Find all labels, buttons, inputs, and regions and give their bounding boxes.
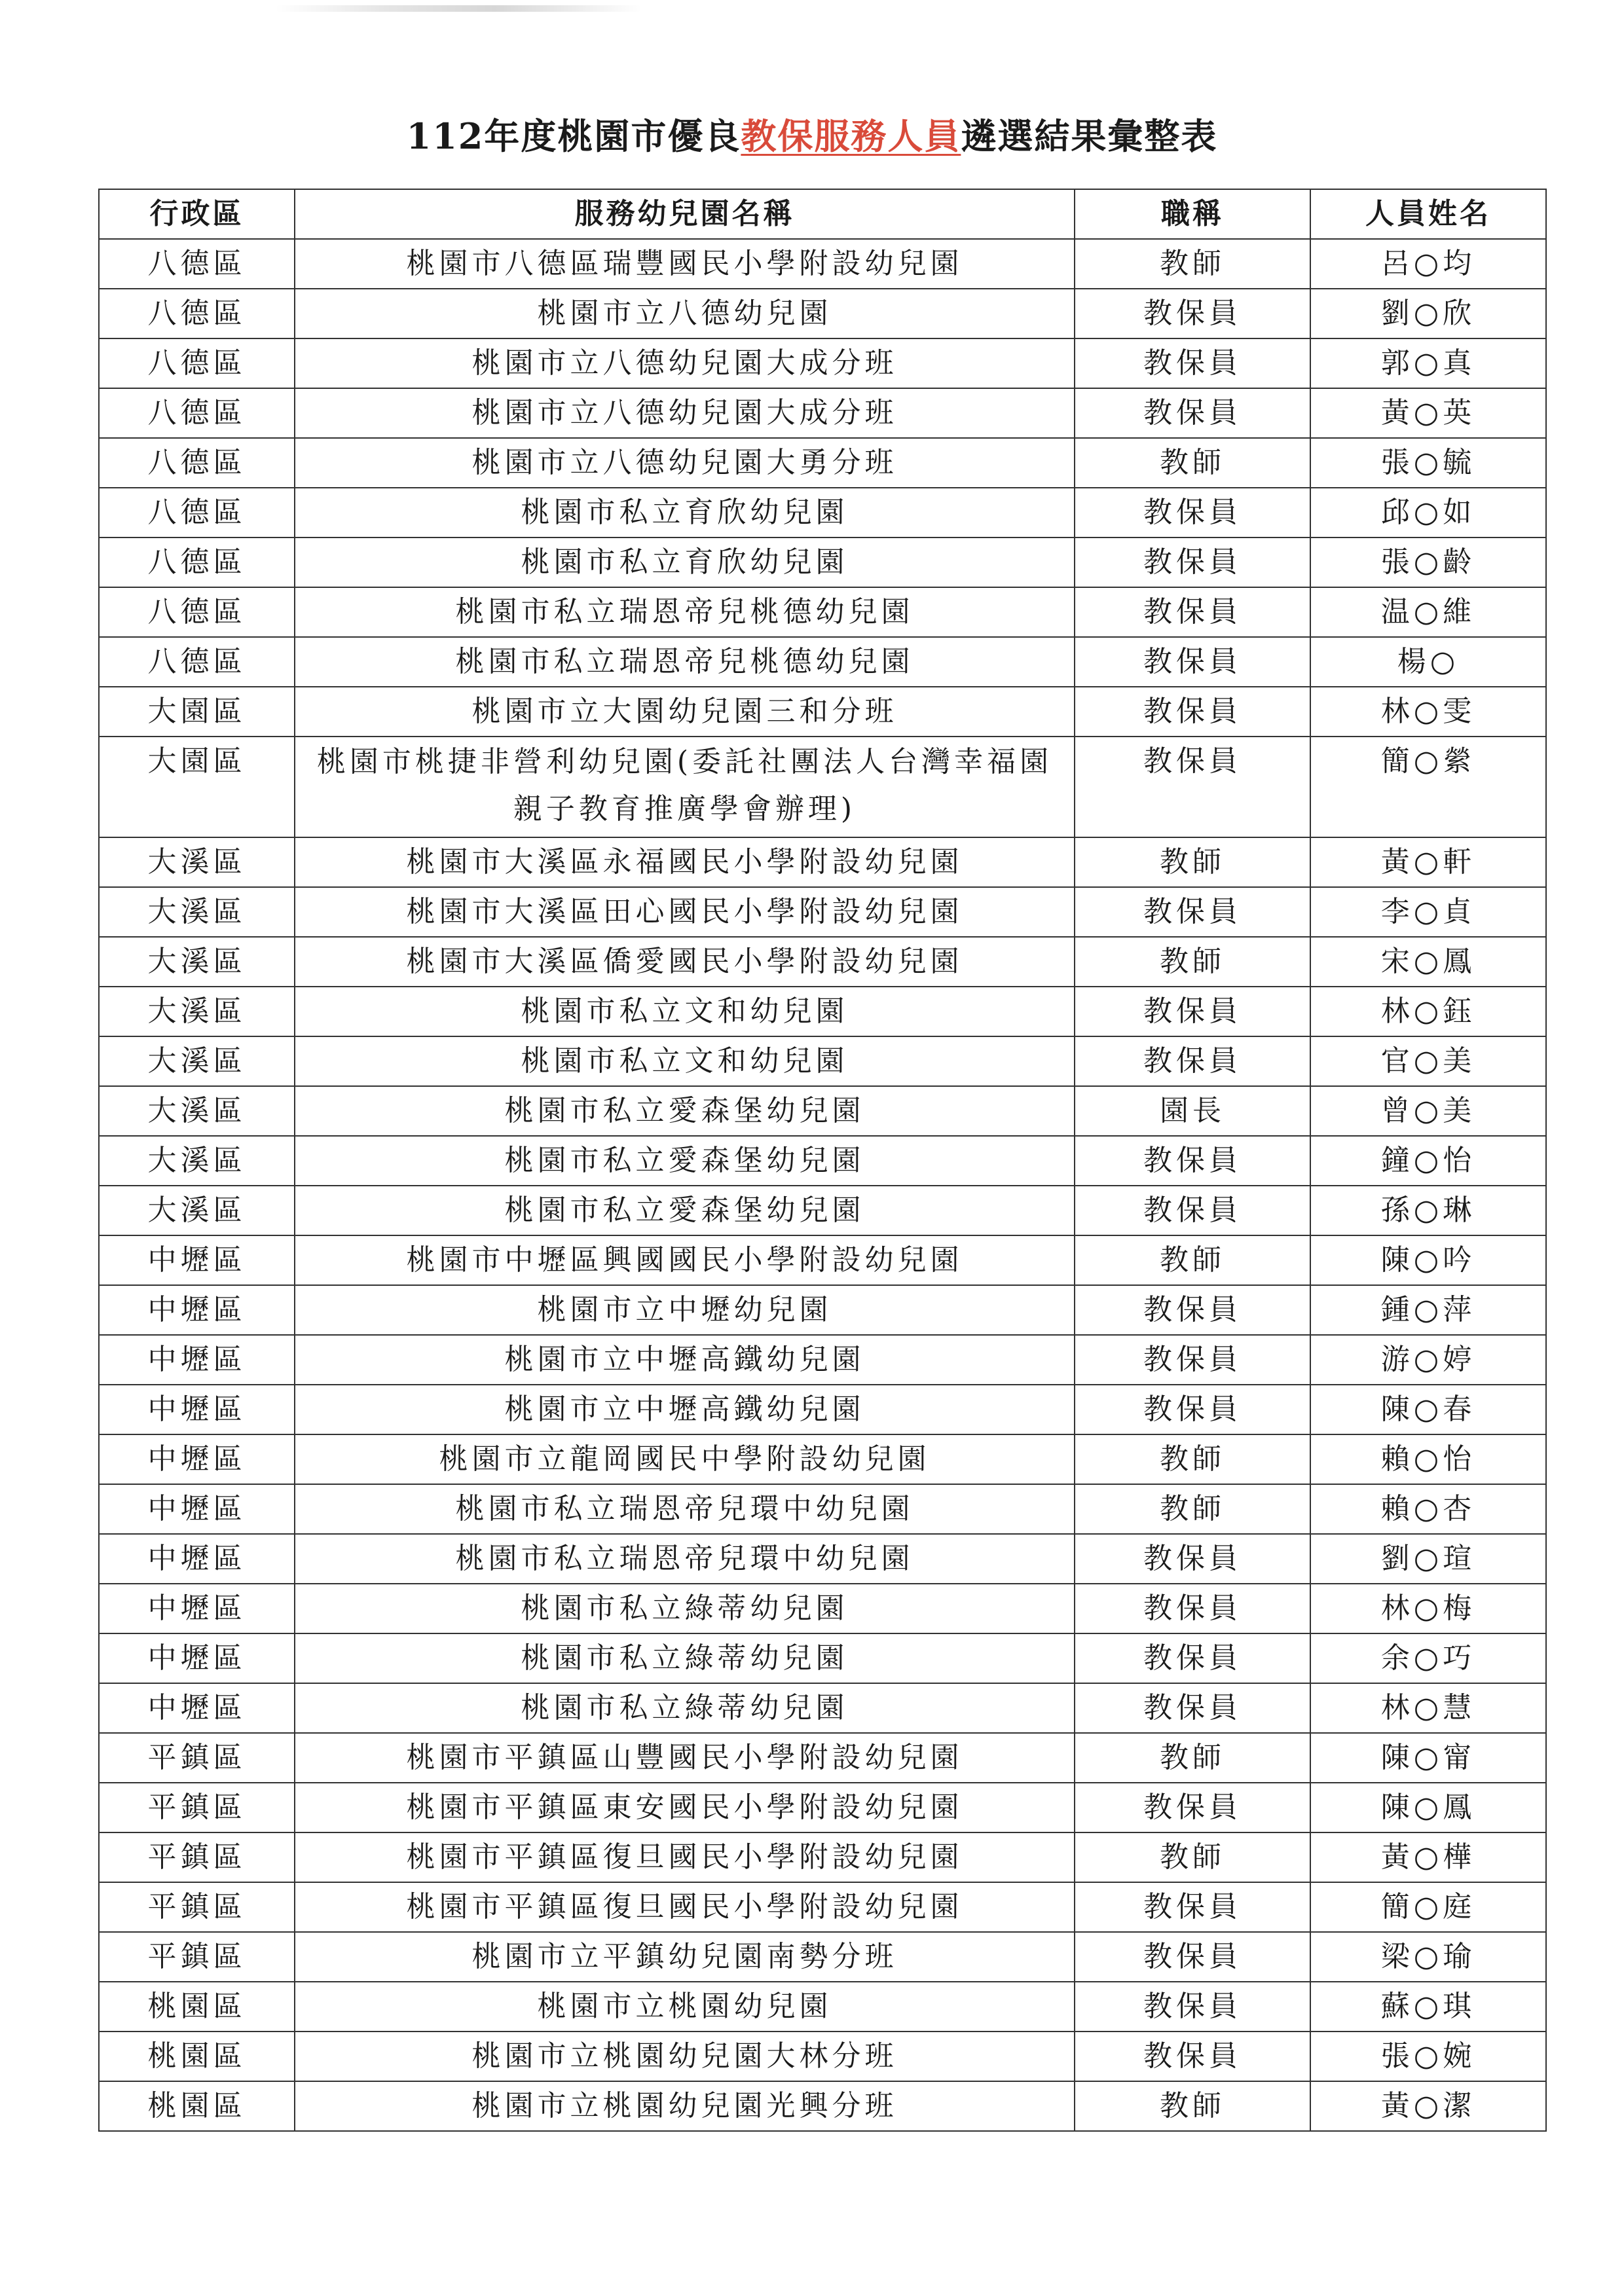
cell-district: 大溪區 (99, 1136, 295, 1186)
cell-job-title: 教保員 (1075, 1982, 1310, 2032)
cell-kindergarten: 桃園市立八德幼兒園 (295, 289, 1075, 338)
table-row (99, 1235, 1546, 1285)
cell-kindergarten: 桃園市私立綠蒂幼兒園 (295, 1683, 1075, 1733)
cell-district: 中壢區 (99, 1633, 295, 1683)
cell-kindergarten: 桃園市立中壢高鐵幼兒園 (295, 1335, 1075, 1385)
table-row (99, 289, 1546, 338)
cell-district: 桃園區 (99, 2081, 295, 2131)
title-prefix: 112年度桃園市優良 (406, 115, 741, 157)
cell-kindergarten: 桃園市大溪區僑愛國民小學附設幼兒園 (295, 937, 1075, 987)
cell-person-name: 劉○瑄 (1310, 1534, 1546, 1584)
cell-person-name: 鍾○萍 (1310, 1285, 1546, 1335)
table-row (99, 737, 1546, 837)
table-row (99, 1932, 1546, 1982)
cell-job-title: 教保員 (1075, 488, 1310, 538)
cell-job-title: 教師 (1075, 1235, 1310, 1285)
cell-district: 大園區 (99, 737, 295, 837)
cell-job-title: 教保員 (1075, 1335, 1310, 1385)
cell-kindergarten: 桃園市私立綠蒂幼兒園 (295, 1584, 1075, 1633)
cell-person-name: 曾○美 (1310, 1086, 1546, 1136)
cell-kindergarten: 桃園市私立瑞恩帝兒環中幼兒園 (295, 1534, 1075, 1584)
cell-district: 八德區 (99, 637, 295, 687)
cell-job-title: 教保員 (1075, 1633, 1310, 1683)
table-row (99, 1633, 1546, 1683)
table-row (99, 1683, 1546, 1733)
cell-person-name: 游○婷 (1310, 1335, 1546, 1385)
cell-person-name: 蘇○琪 (1310, 1982, 1546, 2032)
table-row (99, 2081, 1546, 2131)
cell-kindergarten: 桃園市立八德幼兒園大勇分班 (295, 438, 1075, 488)
cell-job-title: 教保員 (1075, 1783, 1310, 1832)
cell-person-name: 劉○欣 (1310, 289, 1546, 338)
cell-kindergarten: 桃園市中壢區興國國民小學附設幼兒園 (295, 1235, 1075, 1285)
cell-district: 大園區 (99, 687, 295, 737)
cell-kindergarten: 桃園市平鎮區復旦國民小學附設幼兒園 (295, 1832, 1075, 1882)
table-row (99, 987, 1546, 1036)
cell-job-title: 教保員 (1075, 587, 1310, 637)
cell-job-title: 教保員 (1075, 687, 1310, 737)
cell-person-name: 賴○杏 (1310, 1484, 1546, 1534)
cell-district: 中壢區 (99, 1385, 295, 1434)
table-row (99, 1385, 1546, 1434)
cell-kindergarten: 桃園市立桃園幼兒園 (295, 1982, 1075, 2032)
cell-district: 八德區 (99, 289, 295, 338)
cell-kindergarten: 桃園市平鎮區山豐國民小學附設幼兒園 (295, 1733, 1075, 1783)
cell-job-title: 教師 (1075, 438, 1310, 488)
cell-district: 中壢區 (99, 1335, 295, 1385)
table-row (99, 1534, 1546, 1584)
cell-job-title: 教保員 (1075, 338, 1310, 388)
cell-job-title: 教保員 (1075, 1534, 1310, 1584)
cell-person-name: 陳○甯 (1310, 1733, 1546, 1783)
cell-district: 中壢區 (99, 1534, 295, 1584)
cell-person-name: 林○慧 (1310, 1683, 1546, 1733)
cell-district: 中壢區 (99, 1434, 295, 1484)
cell-kindergarten: 桃園市私立愛森堡幼兒園 (295, 1086, 1075, 1136)
table-row (99, 1733, 1546, 1783)
table-row (99, 388, 1546, 438)
cell-kindergarten: 桃園市桃捷非營利幼兒園(委託社團法人台灣幸福園親子教育推廣學會辦理) (295, 737, 1075, 837)
cell-kindergarten: 桃園市私立瑞恩帝兒桃德幼兒園 (295, 637, 1075, 687)
results-table (98, 189, 1547, 2132)
cell-person-name: 張○齡 (1310, 538, 1546, 587)
table-row (99, 1434, 1546, 1484)
cell-job-title: 教保員 (1075, 1385, 1310, 1434)
cell-kindergarten: 桃園市私立育欣幼兒園 (295, 488, 1075, 538)
cell-kindergarten: 桃園市私立愛森堡幼兒園 (295, 1136, 1075, 1186)
cell-district: 八德區 (99, 587, 295, 637)
cell-job-title: 教保員 (1075, 1186, 1310, 1235)
cell-person-name: 楊○ (1310, 637, 1546, 687)
cell-district: 平鎮區 (99, 1783, 295, 1832)
table-row (99, 887, 1546, 937)
cell-kindergarten: 桃園市私立瑞恩帝兒環中幼兒園 (295, 1484, 1075, 1534)
cell-district: 大溪區 (99, 837, 295, 887)
cell-kindergarten: 桃園市立八德幼兒園大成分班 (295, 388, 1075, 438)
cell-kindergarten: 桃園市大溪區田心國民小學附設幼兒園 (295, 887, 1075, 937)
cell-kindergarten: 桃園市私立文和幼兒園 (295, 1036, 1075, 1086)
cell-person-name: 鐘○怡 (1310, 1136, 1546, 1186)
table-row (99, 1186, 1546, 1235)
cell-person-name: 温○維 (1310, 587, 1546, 637)
cell-person-name: 張○婉 (1310, 2032, 1546, 2081)
table-row (99, 1285, 1546, 1335)
cell-person-name: 簡○庭 (1310, 1882, 1546, 1932)
cell-kindergarten: 桃園市私立育欣幼兒園 (295, 538, 1075, 587)
cell-person-name: 官○美 (1310, 1036, 1546, 1086)
cell-person-name: 余○巧 (1310, 1633, 1546, 1683)
cell-kindergarten: 桃園市八德區瑞豐國民小學附設幼兒園 (295, 239, 1075, 289)
cell-kindergarten: 桃園市立大園幼兒園三和分班 (295, 687, 1075, 737)
cell-job-title: 教師 (1075, 1832, 1310, 1882)
cell-district: 八德區 (99, 239, 295, 289)
cell-person-name: 張○毓 (1310, 438, 1546, 488)
cell-job-title: 教師 (1075, 837, 1310, 887)
cell-person-name: 林○梅 (1310, 1584, 1546, 1633)
title-suffix: 遴選結果彙整表 (961, 115, 1218, 157)
cell-job-title: 教保員 (1075, 1285, 1310, 1335)
cell-person-name: 李○貞 (1310, 887, 1546, 937)
cell-kindergarten: 桃園市立平鎮幼兒園南勢分班 (295, 1932, 1075, 1982)
cell-job-title: 教保員 (1075, 538, 1310, 587)
header-kindergarten: 服務幼兒園名稱 (295, 189, 1075, 239)
title-highlight: 教保服務人員 (741, 115, 961, 157)
header-district: 行政區 (99, 189, 295, 239)
table-row (99, 239, 1546, 289)
table-row (99, 538, 1546, 587)
cell-job-title: 教師 (1075, 1733, 1310, 1783)
table-row (99, 1783, 1546, 1832)
table-row (99, 1882, 1546, 1932)
cell-person-name: 孫○琳 (1310, 1186, 1546, 1235)
cell-kindergarten: 桃園市平鎮區復旦國民小學附設幼兒園 (295, 1882, 1075, 1932)
cell-district: 大溪區 (99, 987, 295, 1036)
table-header-row (99, 189, 1546, 239)
table-row (99, 1484, 1546, 1534)
cell-district: 八德區 (99, 538, 295, 587)
cell-person-name: 黃○英 (1310, 388, 1546, 438)
cell-district: 平鎮區 (99, 1882, 295, 1932)
table-row (99, 687, 1546, 737)
table-row (99, 438, 1546, 488)
cell-kindergarten: 桃園市立中壢幼兒園 (295, 1285, 1075, 1335)
table-row (99, 637, 1546, 687)
cell-kindergarten: 桃園市私立瑞恩帝兒桃德幼兒園 (295, 587, 1075, 637)
cell-person-name: 郭○真 (1310, 338, 1546, 388)
cell-kindergarten: 桃園市大溪區永福國民小學附設幼兒園 (295, 837, 1075, 887)
cell-person-name: 林○鈺 (1310, 987, 1546, 1036)
cell-person-name: 梁○瑜 (1310, 1932, 1546, 1982)
cell-person-name: 黃○潔 (1310, 2081, 1546, 2131)
cell-district: 大溪區 (99, 937, 295, 987)
cell-job-title: 教保員 (1075, 388, 1310, 438)
cell-person-name: 宋○鳳 (1310, 937, 1546, 987)
table-row (99, 1832, 1546, 1882)
cell-district: 桃園區 (99, 1982, 295, 2032)
cell-job-title: 教保員 (1075, 637, 1310, 687)
cell-job-title: 教保員 (1075, 1932, 1310, 1982)
cell-job-title: 園長 (1075, 1086, 1310, 1136)
table-row (99, 1335, 1546, 1385)
cell-district: 八德區 (99, 488, 295, 538)
table-row (99, 1584, 1546, 1633)
cell-district: 中壢區 (99, 1285, 295, 1335)
header-person-name: 人員姓名 (1310, 189, 1546, 239)
cell-district: 大溪區 (99, 1186, 295, 1235)
cell-job-title: 教保員 (1075, 737, 1310, 837)
cell-job-title: 教保員 (1075, 2032, 1310, 2081)
table-row (99, 837, 1546, 887)
cell-job-title: 教師 (1075, 239, 1310, 289)
cell-job-title: 教師 (1075, 1434, 1310, 1484)
cell-job-title: 教師 (1075, 937, 1310, 987)
cell-job-title: 教保員 (1075, 1136, 1310, 1186)
cell-district: 桃園區 (99, 2032, 295, 2081)
cell-kindergarten: 桃園市私立文和幼兒園 (295, 987, 1075, 1036)
cell-person-name: 黃○樺 (1310, 1832, 1546, 1882)
cell-district: 大溪區 (99, 1036, 295, 1086)
cell-job-title: 教保員 (1075, 887, 1310, 937)
cell-person-name: 陳○春 (1310, 1385, 1546, 1434)
cell-kindergarten: 桃園市立龍岡國民中學附設幼兒園 (295, 1434, 1075, 1484)
cell-kindergarten: 桃園市平鎮區東安國民小學附設幼兒園 (295, 1783, 1075, 1832)
table-row (99, 1036, 1546, 1086)
cell-kindergarten: 桃園市立八德幼兒園大成分班 (295, 338, 1075, 388)
cell-person-name: 陳○鳳 (1310, 1783, 1546, 1832)
cell-district: 中壢區 (99, 1484, 295, 1534)
cell-district: 中壢區 (99, 1683, 295, 1733)
cell-person-name: 簡○縈 (1310, 737, 1546, 837)
cell-district: 大溪區 (99, 1086, 295, 1136)
cell-district: 平鎮區 (99, 1733, 295, 1783)
cell-job-title: 教師 (1075, 1484, 1310, 1534)
cell-person-name: 陳○吟 (1310, 1235, 1546, 1285)
table-row (99, 338, 1546, 388)
cell-job-title: 教保員 (1075, 987, 1310, 1036)
cell-kindergarten: 桃園市立桃園幼兒園大林分班 (295, 2032, 1075, 2081)
cell-person-name: 黃○軒 (1310, 837, 1546, 887)
cell-district: 八德區 (99, 438, 295, 488)
table-row (99, 1086, 1546, 1136)
cell-kindergarten: 桃園市私立綠蒂幼兒園 (295, 1633, 1075, 1683)
table-row (99, 937, 1546, 987)
cell-job-title: 教保員 (1075, 289, 1310, 338)
document-title (0, 110, 1624, 162)
cell-person-name: 邱○如 (1310, 488, 1546, 538)
cell-person-name: 賴○怡 (1310, 1434, 1546, 1484)
cell-job-title: 教保員 (1075, 1882, 1310, 1932)
cell-kindergarten: 桃園市立桃園幼兒園光興分班 (295, 2081, 1075, 2131)
cell-job-title: 教師 (1075, 2081, 1310, 2131)
cell-district: 八德區 (99, 388, 295, 438)
cell-district: 八德區 (99, 338, 295, 388)
cell-kindergarten: 桃園市立中壢高鐵幼兒園 (295, 1385, 1075, 1434)
header-job-title: 職稱 (1075, 189, 1310, 239)
cell-job-title: 教保員 (1075, 1584, 1310, 1633)
scan-smudge-mark (275, 5, 642, 12)
cell-district: 平鎮區 (99, 1832, 295, 1882)
cell-person-name: 林○雯 (1310, 687, 1546, 737)
cell-job-title: 教保員 (1075, 1683, 1310, 1733)
table-row (99, 488, 1546, 538)
cell-person-name: 呂○均 (1310, 239, 1546, 289)
cell-district: 大溪區 (99, 887, 295, 937)
table-body (99, 239, 1546, 2131)
cell-job-title: 教保員 (1075, 1036, 1310, 1086)
cell-district: 中壢區 (99, 1584, 295, 1633)
table-row (99, 1136, 1546, 1186)
cell-district: 平鎮區 (99, 1932, 295, 1982)
cell-kindergarten: 桃園市私立愛森堡幼兒園 (295, 1186, 1075, 1235)
cell-district: 中壢區 (99, 1235, 295, 1285)
table-row (99, 587, 1546, 637)
table-row (99, 2032, 1546, 2081)
table-row (99, 1982, 1546, 2032)
